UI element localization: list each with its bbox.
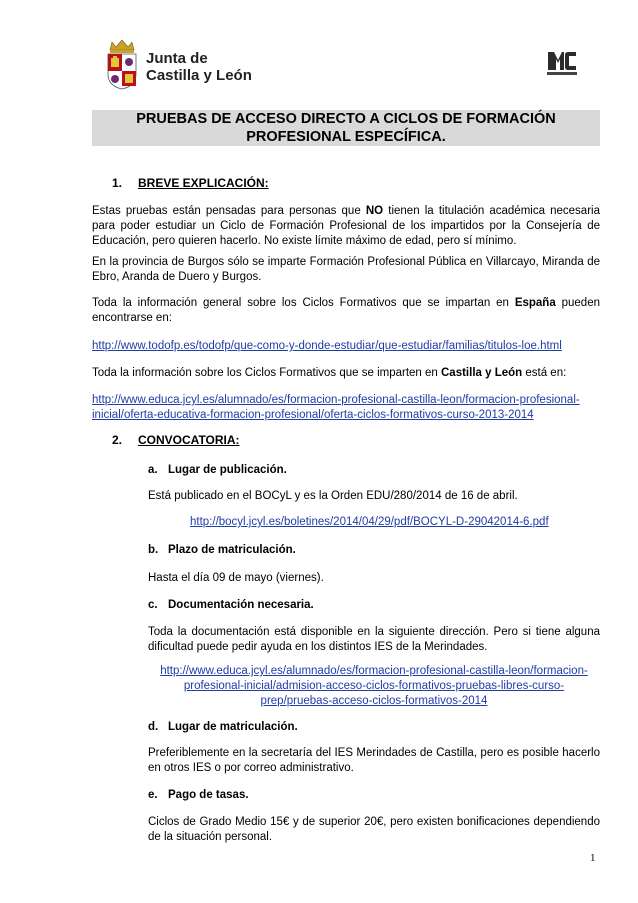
section-2-label: CONVOCATORIA: [138,433,240,447]
subsection-a-title [148,463,287,478]
document-title [92,110,600,146]
subsection-letter: d. [148,721,159,733]
title-line-2: PROFESIONAL ESPECÍFICA. [246,129,446,145]
paragraph-text: Ciclos de Grado Medio 15€ y de superior 20€, pero existen bonificaciones dependiendo de la situación personal. [148,816,600,843]
paragraph-text: En la provincia de Burgos sólo se imparte Formación Profesional Pública en Villarcayo, Miranda de Ebro, Aranda de Duero y Burgos. [92,256,600,283]
coat-of-arms-icon [104,38,140,90]
paragraph-burgos [92,255,600,285]
ies-merindades-logo [545,44,579,78]
link-educa-admision-line-3[interactable]: prep/pruebas-acceso-ciclos-formativos-2014 [260,695,488,707]
subsection-label: Documentación necesaria. [168,599,314,611]
paragraph-text: pueden encontrarse en: [92,297,600,324]
subsection-letter: e. [148,789,158,801]
section-1-label: BREVE EXPLICACIÓN: [138,176,269,190]
paragraph-explanation [92,204,600,249]
paragraph-text: tienen la titulación académica necesaria para poder estudiar un Ciclo de Formación Profesional de los impartidos por la Consejería de Educación, pero quieren hacerlo. No existe límite máximo de edad, pero sí mínimo. [92,205,600,247]
logo-line-2: Castilla y León [146,67,252,84]
section-2-heading [112,433,240,448]
section-1-heading [112,176,269,191]
junta-castilla-leon-logo [104,38,264,90]
link-educa-oferta-line-2[interactable]: inicial/oferta-educativa-formacion-profesional/oferta-ciclos-formativos-curso-2013-2014 [92,409,534,421]
subsection-label: Pago de tasas. [168,789,249,801]
link-bocyl-pdf[interactable]: http://bocyl.jcyl.es/boletines/2014/04/29/pdf/BOCYL-D-29042014-6.pdf [190,516,549,528]
paragraph-text: está en: [522,367,567,379]
subsection-e-text [148,815,600,845]
subsection-label: Lugar de matriculación. [168,721,298,733]
paragraph-text: Preferiblemente en la secretaría del IES Merindades de Castilla, pero es posible hacerlo en otros IES o por correo administrativo. [148,747,600,774]
link-todofp[interactable]: http://www.todofp.es/todofp/que-como-y-donde-estudiar/que-estudiar/familias/titulos-loe.html [92,340,562,352]
subsection-letter: b. [148,544,159,556]
subsection-e-title [148,788,249,803]
link-educa-admision[interactable] [146,664,602,709]
page-number: 1 [590,852,596,864]
paragraph-text: Toda la información general sobre los Ciclos Formativos que se impartan en [92,297,515,309]
emphasis-no: NO [365,205,384,217]
logo-line-1: Junta de [146,50,208,67]
title-line-1: PRUEBAS DE ACCESO DIRECTO A CICLOS DE FORMACIÓN [136,111,556,127]
subsection-a-text [148,489,600,504]
link-educa-admision-line-2[interactable]: profesional-inicial/admision-acceso-ciclos-formativos-pruebas-libres-curso- [183,680,565,692]
paragraph-text: Estas pruebas están pensadas para personas que [92,205,366,217]
subsection-b-text [148,571,600,586]
logo-wordmark [146,50,252,84]
subsection-letter: a. [148,464,158,476]
emphasis-espana: España [514,297,556,309]
paragraph-castilla-info [92,366,600,381]
link-educa-admision-line-1[interactable]: http://www.educa.jcyl.es/alumnado/es/formacion-profesional-castilla-leon/formacion- [160,665,588,677]
subsection-c-text [148,625,600,655]
section-2-number: 2. [112,433,123,447]
subsection-letter: c. [148,599,158,611]
section-1-number: 1. [112,176,123,190]
paragraph-text: Toda la información sobre los Ciclos Formativos que se imparten en [92,367,441,379]
emphasis-castilla-leon: Castilla y León [441,367,523,379]
subsection-d-title [148,720,298,735]
paragraph-text: Está publicado en el BOCyL y es la Orden EDU/280/2014 de 16 de abril. [148,490,518,502]
link-educa-oferta[interactable] [92,393,602,423]
link-educa-oferta-line-1[interactable]: http://www.educa.jcyl.es/alumnado/es/formacion-profesional-castilla-leon/formacion-profesional- [92,394,580,406]
subsection-label: Plazo de matriculación. [168,544,296,556]
subsection-d-text [148,746,600,776]
subsection-label: Lugar de publicación. [168,464,287,476]
subsection-b-title [148,543,296,558]
paragraph-spain-info [92,296,600,326]
paragraph-text: Toda la documentación está disponible en la siguiente dirección. Pero si tiene alguna dificultad puede pedir ayuda en los distintos IES de la Merindades. [148,626,600,653]
paragraph-text: Hasta el día 09 de mayo (viernes). [148,572,324,584]
subsection-c-title [148,598,314,613]
